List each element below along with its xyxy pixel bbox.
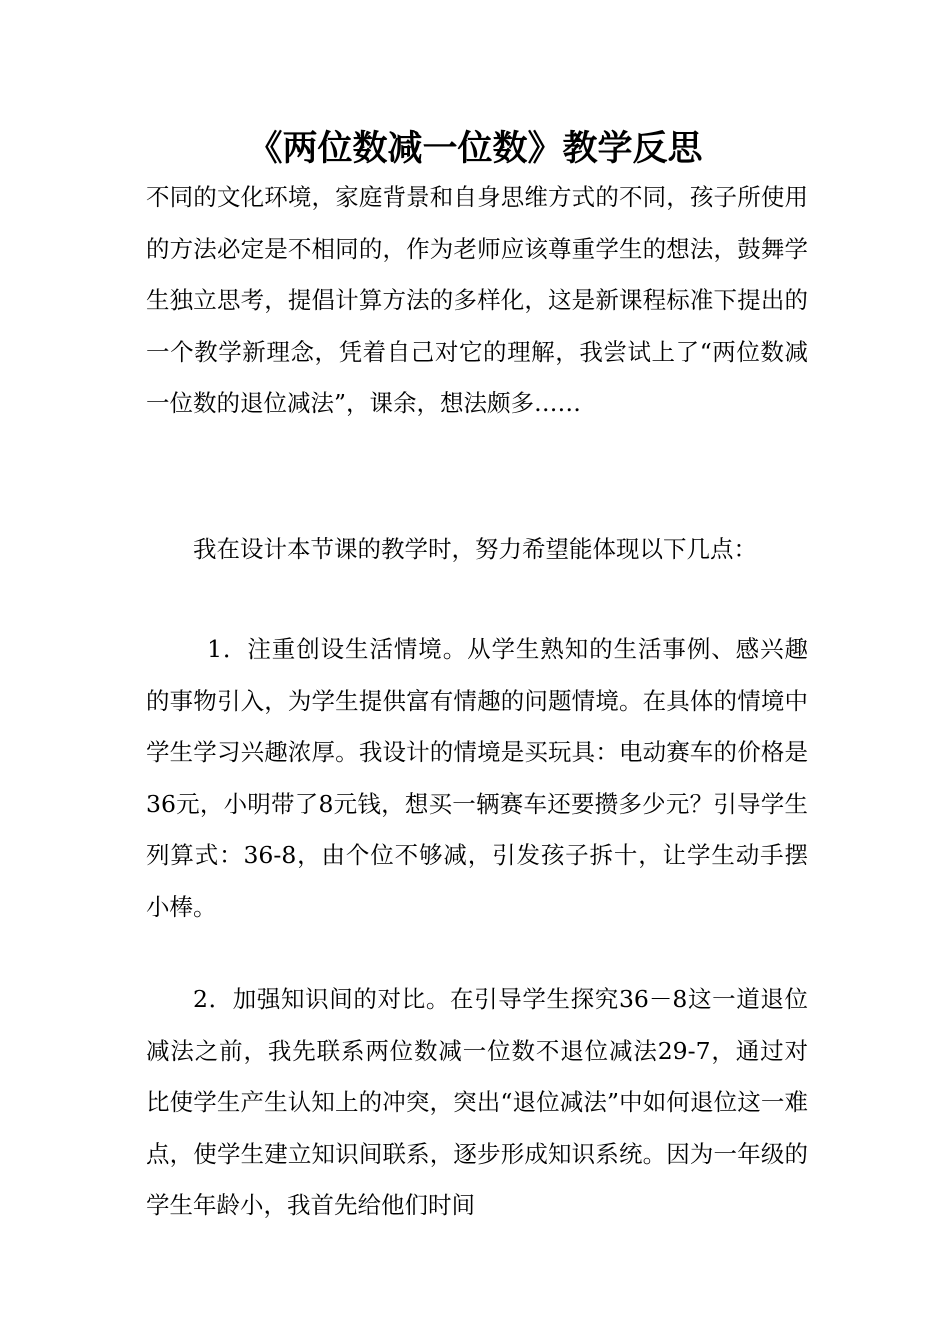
- paragraph-point-1: 1．注重创设生活情境。从学生熟知的生活事例、感兴趣的事物引入，为学生提供富有情趣的问题情境。在具体的情境中学生学习兴趣浓厚。我设计的情境是买玩具：电动赛车的价格是36元，小明带了8元钱，想买一辆赛车还要攒多少元？引导学生列算式：36-8，由个位不够减，引发孩子拆十，让学生动手摆小棒。: [146, 635, 808, 921]
- paragraph-point-2: 2．加强知识间的对比。在引导学生探究36－8这一道退位减法之前，我先联系两位数减一位数不退位减法29-7，通过对比使学生产生认知上的冲突，突出“退位减法”中如何退位这一难点，使学生建立知识间联系，逐步形成知识系统。因为一年级的学生年龄小，我首先给他们时间: [146, 985, 808, 1219]
- paragraph-intro: 不同的文化环境，家庭背景和自身思维方式的不同，孩子所使用的方法必定是不相同的，作为老师应该尊重学生的想法，鼓舞学生独立思考，提倡计算方法的多样化，这是新课程标准下提出的一个教学新理念，凭着自己对它的理解，我尝试上了“两位数减一位数的退位减法”，课余，想法颇多……: [146, 183, 808, 417]
- paragraph-design-points: 我在设计本节课的教学时，努力希望能体现以下几点：: [193, 535, 757, 563]
- document-title: 《两位数减一位数》教学反思: [247, 129, 703, 169]
